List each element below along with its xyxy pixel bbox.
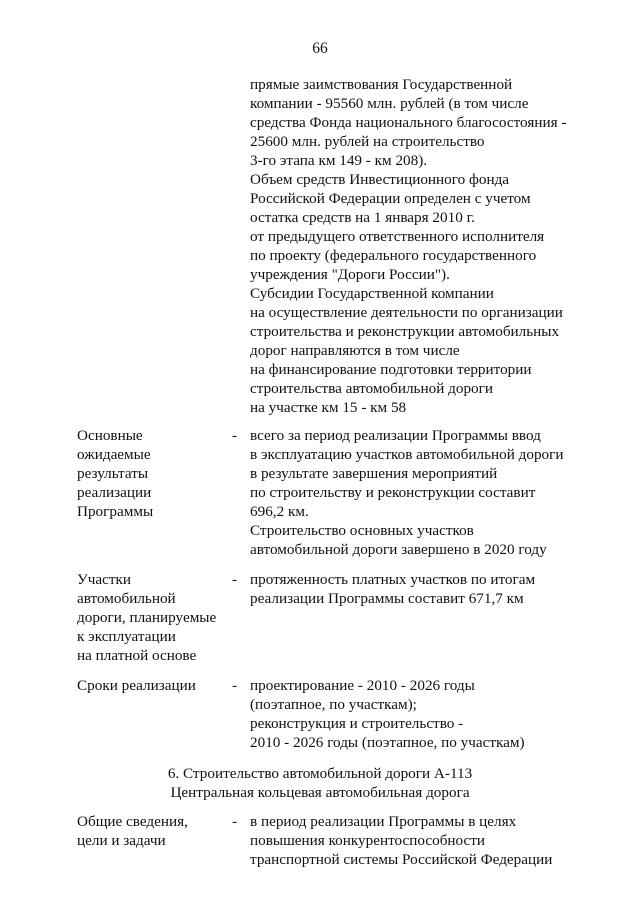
section-label-line: к эксплуатации [77,628,176,645]
dash-separator: - [232,427,238,444]
text-line: 3-го этапа км 149 - км 208). [250,152,428,169]
text-line: прямые заимствования Государственной [250,76,513,93]
dash-separator: - [232,571,238,588]
section-text-line: транспортной системы Российской Федерации [250,851,553,868]
text-line: от предыдущего ответственного исполнителя [250,228,545,245]
text-line: на участке км 15 - км 58 [250,399,407,416]
dash-separator: - [232,677,238,694]
text-line: компании - 95560 млн. рублей (в том числе [250,95,529,112]
text-line: Российской Федерации определен с учетом [250,190,531,207]
section-text-line: автомобильной дороги завершено в 2020 году [250,541,547,558]
section-label-line: Программы [77,503,154,520]
section-label-line: Основные [77,427,143,444]
section-text-line: протяженность платных участков по итогам [250,571,536,588]
text-line: учреждения "Дороги России"). [250,266,450,283]
section-label-line: автомобильной [77,590,176,607]
section-label-line: результаты [77,465,149,482]
section-text-line: всего за период реализации Программы ввод [250,427,541,444]
section-text-line: проектирование - 2010 - 2026 годы [250,677,475,694]
section-text-line: в результате завершения мероприятий [250,465,498,482]
section-text-line: (поэтапное, по участкам); [250,696,417,713]
text-line: на осуществление деятельности по организации [250,304,563,321]
section-label-line: Общие сведения, [77,813,188,830]
section-text-line: Строительство основных участков [250,522,474,539]
section-label-line: Участки [77,571,132,588]
heading-line: Центральная кольцевая автомобильная дорога [170,784,470,801]
text-line: остатка средств на 1 января 2010 г. [250,209,475,226]
section-label-line: реализации [77,484,152,501]
section-label-line: ожидаемые [77,446,151,463]
section-label-line: на платной основе [77,647,197,664]
page-number: 66 [312,40,328,57]
dash-separator: - [232,813,238,830]
text-line: строительства и реконструкции автомобильных [250,323,560,340]
heading-line: 6. Строительство автомобильной дороги А-113 [167,765,473,782]
text-line: по проекту (федерального государственного [250,247,537,264]
text-line: дорог направляются в том числе [250,342,460,359]
section-text-line: 696,2 км. [250,503,309,520]
section-text-line: по строительству и реконструкции составит [250,484,536,501]
section-text-line: реализации Программы составит 671,7 км [250,590,524,607]
text-line: средства Фонда национального благосостояния - [250,114,567,131]
section-text-line: в период реализации Программы в целях [250,813,517,830]
text-line: 25600 млн. рублей на строительство [250,133,485,150]
section-text-line: реконструкция и строительство - [250,715,464,732]
text-line: Субсидии Государственной компании [250,285,494,302]
text-line: на финансирование подготовки территории [250,361,532,378]
section-text-line: повышения конкурентоспособности [250,832,486,849]
text-line: Объем средств Инвестиционного фонда [250,171,510,188]
text-line: строительства автомобильной дороги [250,380,493,397]
section-text-line: в эксплуатацию участков автомобильной дороги [250,446,564,463]
section-label-line: дороги, планируемые [77,609,217,626]
section-label-line: цели и задачи [77,832,166,849]
section-text-line: 2010 - 2026 годы (поэтапное, по участкам) [250,734,525,751]
section-label-line: Сроки реализации [77,677,196,694]
